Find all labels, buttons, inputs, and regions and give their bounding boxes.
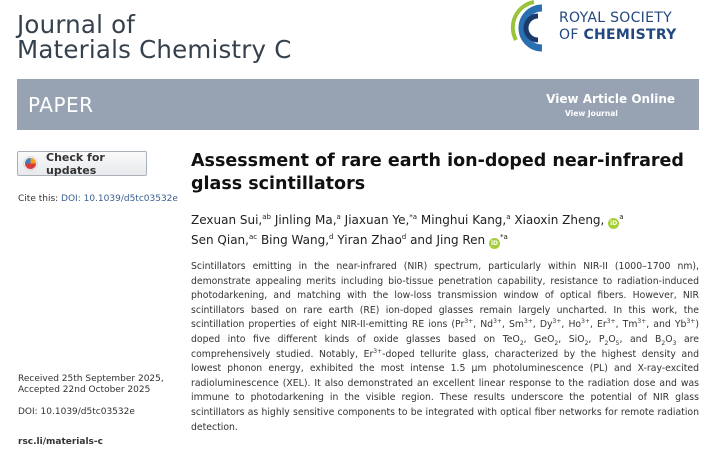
author[interactable]: Xiaoxin Zheng, $iD^a$ <box>514 213 624 227</box>
rsc-line2-of: OF <box>559 27 584 43</box>
article-type-banner <box>17 79 699 130</box>
journal-short-link[interactable]: rsc.li/materials-c <box>18 437 103 447</box>
author[interactable]: Bing Wang,$^d$ <box>260 233 334 247</box>
rsc-logo[interactable] <box>508 0 708 56</box>
author[interactable]: and Jing Ren $iD^{*a}$ <box>410 233 508 247</box>
author[interactable]: Jiaxuan Ye,$^{*a}$ <box>344 213 418 227</box>
view-journal-link[interactable]: View Journal <box>565 109 618 118</box>
journal-title-line1: Journal of <box>17 10 136 39</box>
journal-title-line2: Materials Chemistry C <box>17 35 292 64</box>
accepted-date: Accepted 22nd October 2025 <box>18 385 151 395</box>
view-article-online-link[interactable]: View Article Online <box>546 92 675 106</box>
article-type: PAPER <box>28 93 94 117</box>
doi-bottom: DOI: 10.1039/d5tc03532e <box>18 407 135 417</box>
rsc-line1: ROYAL SOCIETY <box>559 10 672 26</box>
abstract: Scintillators emitting in the near-infrared (NIR) spectrum, particularly within NIR-II (1000–1700 nm), demonstrate appealing merits including bio-tissue penetration capability, resistance to radiation-induced photodarkening, and matching with the low-loss transmission window of optical fibers. However, NIR scintillators based on rare earth (RE) ion-doped glasses remain largely uncharted. In this work, the scintillation properties of eight NIR-II-emitting RE ions ($Pr^{3+}$, $Nd^{3+}$, $Sm^{3+}$, $Dy^{3+}$, $Ho^{3+}$, $Er^{3+}$, $Tm^{3+}$, and $Yb^{3+}$) doped into five different kinds of oxide glasses based on TeO$_2$, GeO$_2$, SiO$_2$, $P_2O_5$, and $B_2O_3$ are comprehensively studied. Notably, $Er^{3+}$-doped tellurite glass, characterized by the highest density and lowest phonon energy, exhibited the most intense 1.5 μm photoluminescence (PL) and X-ray-excited radioluminescence (XEL). It also demonstrated an excellent linear response to the radiation dose and was immune to photodarkening in the visible region. These results underscore the potential of NIR glass scintillators as highly sensitive components to be integrated with optical fiber networks for remote radiation detection. <box>191 261 699 433</box>
received-dates <box>18 374 164 396</box>
check-updates-icon <box>23 156 38 171</box>
rsc-line2-chem: CHEMISTRY <box>583 27 677 43</box>
author[interactable]: Yiran Zhao$^d$ <box>337 233 407 247</box>
cite-this <box>18 194 178 204</box>
journal-title <box>17 12 292 62</box>
orcid-icon[interactable]: iD <box>610 220 618 227</box>
author[interactable]: Minghui Kang,$^a$ <box>420 213 511 227</box>
received-date: Received 25th September 2025, <box>18 374 164 384</box>
author[interactable]: Sen Qian,$^{ac}$ <box>191 233 258 247</box>
check-for-updates-button[interactable] <box>17 151 147 176</box>
check-updates-label: Check for updates <box>46 150 105 177</box>
cite-doi-link[interactable]: DOI: 10.1039/d5tc03532e <box>61 194 178 204</box>
article-title: Assessment of rare earth ion-doped near-infrared glass scintillators <box>191 151 684 194</box>
rsc-logo-mark <box>508 0 556 56</box>
author-list <box>191 209 706 249</box>
author[interactable]: Zexuan Sui,$^{ab}$ <box>191 213 271 227</box>
author[interactable]: Jinling Ma,$^a$ <box>274 213 341 227</box>
orcid-icon[interactable]: iD <box>490 240 499 247</box>
cite-label: Cite this: <box>18 194 59 204</box>
